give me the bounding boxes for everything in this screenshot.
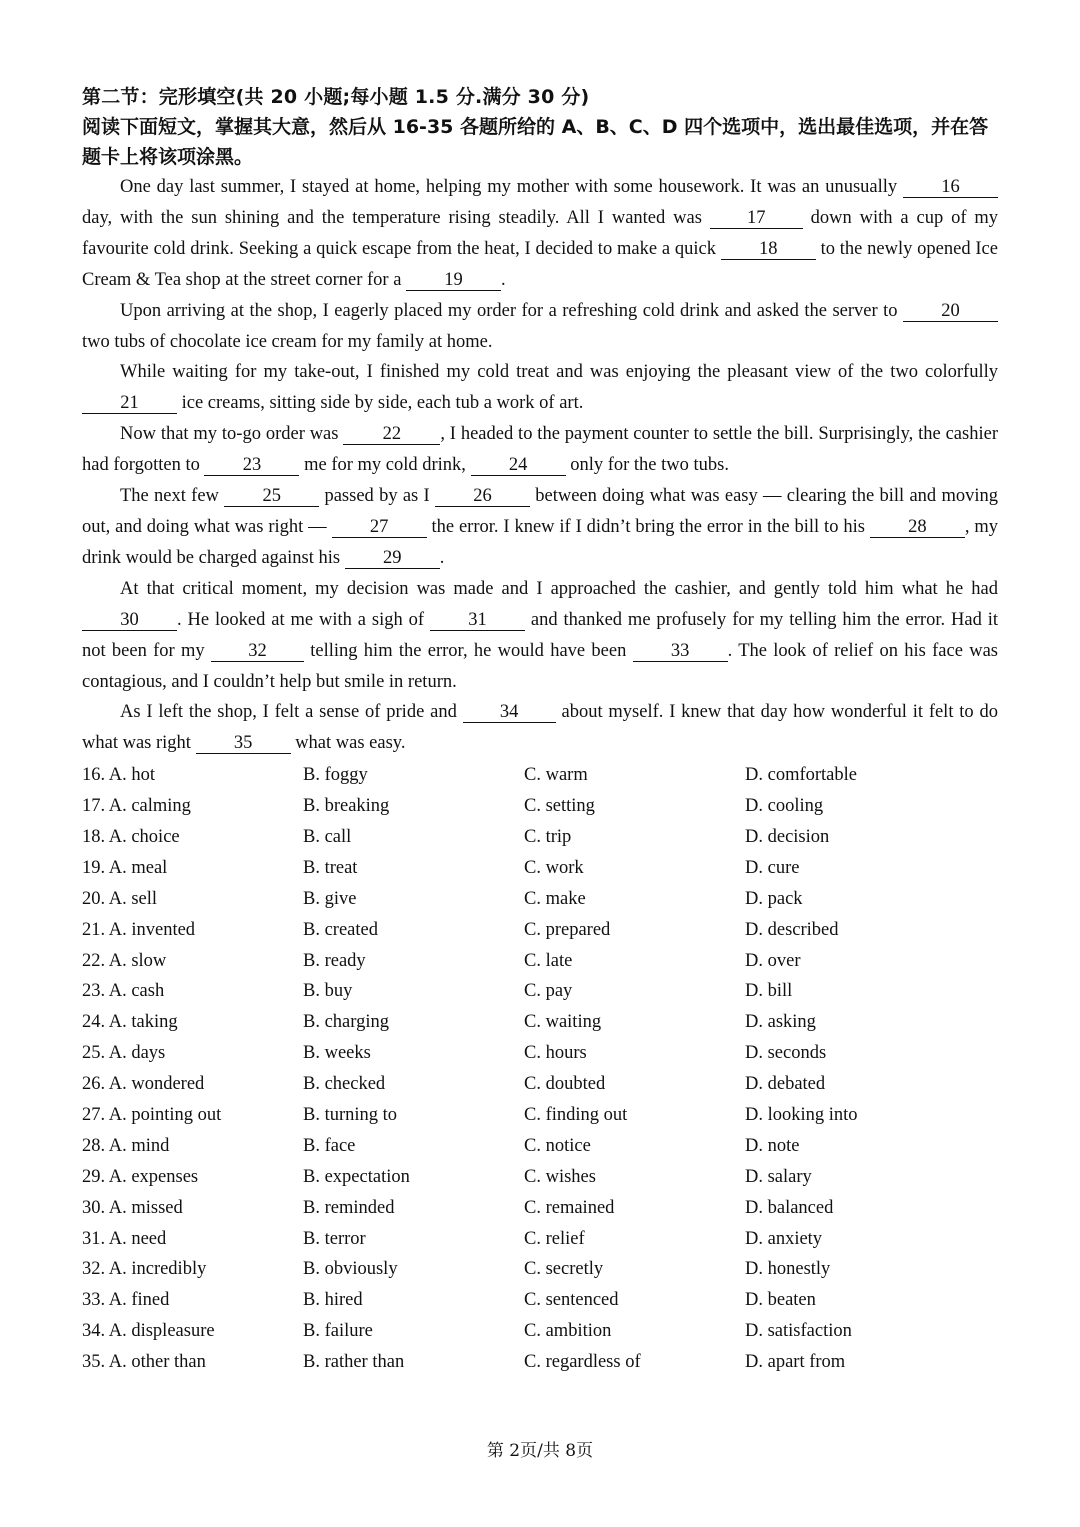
blank-23: 23 xyxy=(204,455,299,476)
exam-page xyxy=(82,82,998,1378)
option-a: 27. A. pointing out xyxy=(82,1105,222,1126)
passage-text: only for the two tubs. xyxy=(565,455,729,476)
option-row xyxy=(82,1100,998,1131)
blank-26: 26 xyxy=(435,486,530,507)
option-c: C. late xyxy=(524,950,573,971)
option-d: D. decision xyxy=(745,827,830,847)
passage-text: passed by as I xyxy=(319,486,435,507)
option-row xyxy=(82,791,998,822)
blank-25: 25 xyxy=(224,486,319,507)
passage-text: the error. I knew if I didn’t bring the error in the bill to his xyxy=(426,516,870,537)
option-d: D. debated xyxy=(745,1074,826,1095)
passage-text: , my drink would be charged against his xyxy=(82,516,998,568)
option-c: C. remained xyxy=(524,1197,615,1218)
blank-19: 19 xyxy=(406,270,501,291)
answer-options xyxy=(82,760,998,1378)
option-b: B. give xyxy=(303,888,357,909)
option-row xyxy=(82,822,998,853)
passage-paragraph-6 xyxy=(82,574,998,698)
option-b: B. hired xyxy=(303,1290,363,1311)
option-a: 20. A. sell xyxy=(82,888,158,909)
blank-30: 30 xyxy=(82,610,177,631)
option-c: C. finding out xyxy=(524,1105,628,1126)
option-b: B. face xyxy=(303,1135,356,1156)
option-d: D. note xyxy=(745,1135,800,1156)
passage-text: day, with the sun shining and the temperature rising steadily. All I wanted was xyxy=(82,207,710,228)
option-b: B. reminded xyxy=(303,1197,395,1218)
option-c: C. trip xyxy=(524,827,572,847)
option-c: C. doubted xyxy=(524,1074,606,1095)
option-row xyxy=(82,853,998,884)
option-d: D. anxiety xyxy=(745,1228,823,1249)
option-d: D. apart from xyxy=(745,1352,846,1373)
option-b: B. rather than xyxy=(303,1352,405,1373)
option-b: B. checked xyxy=(303,1074,386,1095)
option-row xyxy=(82,884,998,915)
option-b: B. weeks xyxy=(303,1043,371,1064)
blank-32: 32 xyxy=(211,641,304,662)
option-d: D. salary xyxy=(745,1166,812,1187)
passage-text: two tubs of chocolate ice cream for my family at home. xyxy=(82,331,493,352)
passage-paragraph-3 xyxy=(82,357,998,419)
option-c: C. make xyxy=(524,888,586,909)
cloze-passage xyxy=(82,172,998,759)
option-d: D. honestly xyxy=(745,1259,831,1280)
passage-text: The next few xyxy=(120,486,225,507)
option-d: D. looking into xyxy=(745,1105,858,1126)
option-c: C. wishes xyxy=(524,1166,596,1187)
option-b: B. turning to xyxy=(303,1105,398,1126)
passage-text: At that critical moment, my decision was made and I approached the cashier, and gently told him what he had xyxy=(120,578,998,599)
option-a: 28. A. mind xyxy=(82,1135,170,1156)
option-d: D. cure xyxy=(745,857,800,878)
option-d: D. asking xyxy=(745,1012,816,1033)
passage-paragraph-1 xyxy=(82,172,998,296)
option-a: 17. A. calming xyxy=(82,796,191,817)
option-row xyxy=(82,1162,998,1193)
passage-text: me for my cold drink, xyxy=(299,455,471,476)
passage-text: , I headed to the payment counter to settle the bill. Surprisingly, the cashier had forgotten to xyxy=(82,424,998,476)
option-b: B. expectation xyxy=(303,1166,410,1187)
blank-17: 17 xyxy=(710,208,803,229)
blank-29: 29 xyxy=(345,548,440,569)
passage-paragraph-5 xyxy=(82,481,998,574)
option-d: D. bill xyxy=(745,981,793,1002)
blank-35: 35 xyxy=(196,733,291,754)
option-a: 25. A. days xyxy=(82,1043,166,1064)
option-a: 16. A. hot xyxy=(82,765,155,786)
passage-text: Upon arriving at the shop, I eagerly placed my order for a refreshing cold drink and asked the server to xyxy=(120,300,903,321)
passage-text: telling him the error, he would have been xyxy=(303,640,633,661)
option-b: B. treat xyxy=(303,857,358,878)
option-a: 18. A. choice xyxy=(82,827,180,847)
option-c: C. regardless of xyxy=(524,1352,641,1373)
option-row xyxy=(82,1069,998,1100)
passage-text: One day last summer, I stayed at home, helping my mother with some housework. It was an unusually xyxy=(120,177,903,197)
option-b: B. obviously xyxy=(303,1259,398,1280)
option-c: C. prepared xyxy=(524,919,611,940)
blank-28: 28 xyxy=(870,517,965,538)
option-c: C. hours xyxy=(524,1043,587,1064)
option-d: D. satisfaction xyxy=(745,1321,852,1342)
option-row xyxy=(82,1285,998,1316)
option-a: 33. A. fined xyxy=(82,1290,170,1311)
option-row xyxy=(82,1131,998,1162)
page-footer: 第 2页/共 8页 xyxy=(486,1441,594,1461)
blank-24: 24 xyxy=(471,455,566,476)
option-a: 26. A. wondered xyxy=(82,1074,205,1095)
passage-text: to the newly opened Ice Cream & Tea shop at the street corner for a xyxy=(82,238,998,290)
option-row xyxy=(82,1038,998,1069)
option-a: 30. A. missed xyxy=(82,1197,183,1218)
passage-text: Now that my to-go order was xyxy=(120,424,344,445)
option-row xyxy=(82,1316,998,1347)
option-b: B. failure xyxy=(303,1321,373,1342)
passage-text: . xyxy=(501,269,506,290)
option-a: 29. A. expenses xyxy=(82,1166,199,1187)
blank-20: 20 xyxy=(903,301,998,322)
passage-text: what was easy. xyxy=(290,733,406,754)
option-row xyxy=(82,946,998,977)
option-c: C. pay xyxy=(524,981,573,1002)
option-d: D. cooling xyxy=(745,796,824,817)
passage-text: . The look of relief on his face was contagious, and I couldn’t help but smile in return. xyxy=(82,640,998,692)
passage-text: As I left the shop, I felt a sense of pride and xyxy=(120,702,463,723)
passage-text: . He looked at me with a sigh of xyxy=(177,609,430,630)
option-row xyxy=(82,1007,998,1038)
option-d: D. pack xyxy=(745,888,803,909)
option-row xyxy=(82,1347,998,1378)
passage-text: While waiting for my take-out, I finished my cold treat and was enjoying the pleasant view of the two colorfully xyxy=(120,362,998,383)
option-row xyxy=(82,1224,998,1255)
option-c: C. secretly xyxy=(524,1259,604,1280)
blank-18: 18 xyxy=(721,239,816,260)
blank-31: 31 xyxy=(430,610,525,631)
option-d: D. beaten xyxy=(745,1290,816,1311)
passage-paragraph-7 xyxy=(82,697,998,759)
option-a: 21. A. invented xyxy=(82,919,196,940)
blank-27: 27 xyxy=(332,517,427,538)
option-row xyxy=(82,760,998,791)
option-b: B. terror xyxy=(303,1228,366,1249)
option-c: C. relief xyxy=(524,1228,585,1249)
option-a: 23. A. cash xyxy=(82,981,165,1002)
option-b: B. created xyxy=(303,919,378,940)
option-c: C. setting xyxy=(524,796,595,817)
option-b: B. charging xyxy=(303,1012,389,1033)
passage-text: about myself. I knew that day how wonderful it felt to do what was right xyxy=(82,702,998,754)
option-row xyxy=(82,915,998,946)
blank-22: 22 xyxy=(343,424,440,445)
option-c: C. ambition xyxy=(524,1321,612,1342)
option-b: B. breaking xyxy=(303,796,390,817)
passage-text: . xyxy=(439,547,445,568)
option-c: C. notice xyxy=(524,1135,591,1156)
option-a: 22. A. slow xyxy=(82,950,167,971)
option-a: 31. A. need xyxy=(82,1228,167,1249)
option-d: D. over xyxy=(745,950,801,971)
passage-text: ice creams, sitting side by side, each tub a work of art. xyxy=(177,393,584,414)
passage-paragraph-2 xyxy=(82,296,998,358)
passage-text: down with a cup of my favourite cold drink. Seeking a quick escape from the heat, I decided to make a quick xyxy=(82,207,998,259)
blank-33: 33 xyxy=(633,641,728,662)
blank-34: 34 xyxy=(463,702,556,723)
option-a: 19. A. meal xyxy=(82,857,168,878)
option-row xyxy=(82,1193,998,1224)
passage-text: and thanked me profusely for my telling him the error. Had it not been for my xyxy=(82,609,998,661)
option-d: D. described xyxy=(745,919,839,940)
option-d: D. comfortable xyxy=(745,765,857,786)
option-b: B. call xyxy=(303,827,352,847)
option-a: 35. A. other than xyxy=(82,1352,206,1373)
option-c: C. waiting xyxy=(524,1012,602,1033)
passage-text: between doing what was easy — clearing the bill and moving out, and doing what was right — xyxy=(82,486,998,537)
passage-paragraph-4 xyxy=(82,419,998,481)
option-c: C. sentenced xyxy=(524,1290,619,1311)
option-row xyxy=(82,976,998,1007)
blank-16: 16 xyxy=(903,177,998,198)
option-c: C. warm xyxy=(524,765,588,786)
section-title: 第二节：完形填空(共 20 小题;每小题 1.5 分.满分 30 分) xyxy=(82,86,590,108)
option-a: 34. A. displeasure xyxy=(82,1321,215,1342)
blank-21: 21 xyxy=(82,393,177,414)
option-b: B. foggy xyxy=(303,765,368,786)
option-d: D. balanced xyxy=(745,1197,834,1218)
option-b: B. buy xyxy=(303,981,353,1002)
instruction-text: 阅读下面短文，掌握其大意，然后从 16-35 各题所给的 A、B、C、D 四个选项中，选出最佳选项，并在答题卡上将该项涂黑。 xyxy=(82,116,989,168)
option-d: D. seconds xyxy=(745,1043,827,1064)
option-b: B. ready xyxy=(303,950,366,971)
option-c: C. work xyxy=(524,857,584,878)
option-row xyxy=(82,1254,998,1285)
option-a: 32. A. incredibly xyxy=(82,1259,207,1280)
option-a: 24. A. taking xyxy=(82,1012,178,1033)
